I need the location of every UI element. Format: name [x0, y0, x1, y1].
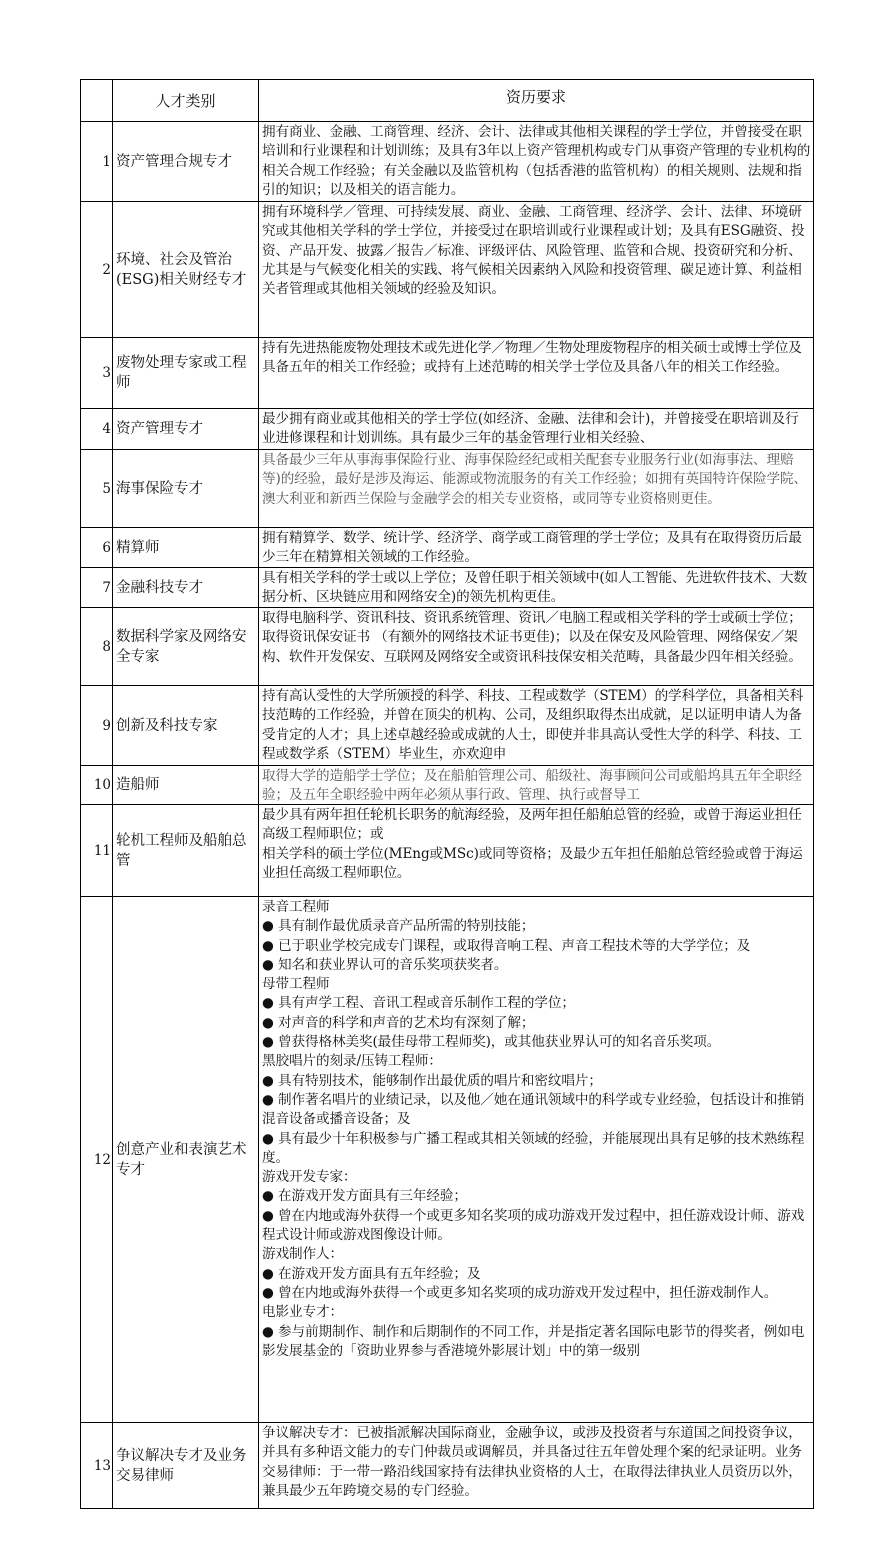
requirements-cell [259, 686, 814, 766]
row-number: 6 [81, 528, 113, 568]
row-number: 3 [81, 338, 113, 409]
requirement-line: ● 曾在内地或海外获得一个或更多知名奖项的成功游戏开发过程中，担任游戏设计师、游戏程式设计师或游戏图像设计师。 [262, 1207, 805, 1244]
talent-category: 资产管理专才 [113, 409, 259, 450]
talent-category: 资产管理合规专才 [113, 122, 259, 202]
table-row [81, 1423, 814, 1509]
requirement-line: ● 具有制作最优质录音产品所需的特别技能； [262, 918, 535, 935]
requirements-cell [259, 202, 814, 338]
row-number: 10 [81, 766, 113, 805]
requirement-line: 具有相关学科的学士或以上学位；及曾任职于相关领域中(如人工智能、先进软件技术、大数据分析、区块链应用和网络安全)的领先机构更佳。 [262, 570, 807, 606]
talent-category: 争议解决专才及业务交易律师 [113, 1423, 259, 1509]
table-row [81, 528, 814, 568]
requirement-line: 具备最少三年从事海事保险行业、海事保险经纪或相关配套专业服务行业(如海事法、理赔等)的经验，最好是涉及海运、能源或物流服务的有关工作经验；如拥有英国特许保险学院、澳大利亚和新西兰保险与金融学会的相关专业资格，或同等专业资格则更佳。 [262, 452, 807, 507]
row-number: 1 [81, 122, 113, 202]
row-number: 4 [81, 409, 113, 450]
talent-category: 造船师 [113, 766, 259, 805]
row-number: 9 [81, 686, 113, 766]
talent-category: 精算师 [113, 528, 259, 568]
requirements-text [262, 203, 811, 337]
table-row [81, 409, 814, 450]
requirement-line: 持有先进热能废物处理技术或先进化学／物理／生物处理废物程序的相关硕士或博士学位及具备五年的相关工作经验；或持有上述范畴的相关学士学位及具备八年的相关工作经验。 [262, 340, 802, 376]
requirement-line: ● 知名和获业界认可的音乐奖项获奖者。 [262, 956, 508, 973]
requirements-text [262, 123, 811, 201]
row-number: 13 [81, 1423, 113, 1509]
table-row [81, 766, 814, 805]
table-row [81, 450, 814, 528]
requirements-text [262, 339, 811, 408]
table-row [81, 338, 814, 409]
talent-category: 数据科学家及网络安全专家 [113, 608, 259, 686]
requirements-cell [259, 338, 814, 409]
talent-category: 环境、社会及管治(ESG)相关财经专才 [113, 202, 259, 338]
requirements-text [262, 569, 811, 607]
talent-category: 创新及科技专家 [113, 686, 259, 766]
row-number: 2 [81, 202, 113, 338]
row-number: 12 [81, 897, 113, 1423]
requirements-cell [259, 766, 814, 805]
requirement-line: 取得电脑科学、资讯科技、资讯系统管理、资讯／电脑工程或相关学科的学士或硕士学位；取得资讯保安证书 （有额外的网络技术证书更佳)；以及在保安及风险管理、网络保安／架构、软件开发保安、互联网及网络安全或资讯科技保安相关范畴，具备最少四年相关经验。 [262, 610, 802, 665]
requirements-text [262, 529, 811, 567]
requirement-line: ● 具有特别技术，能够制作出最优质的唱片和密纹唱片； [262, 1072, 602, 1089]
requirement-line: ● 曾在内地或海外获得一个或更多知名奖项的成功游戏开发过程中，担任游戏制作人。 [262, 1284, 778, 1301]
requirements-cell [259, 528, 814, 568]
requirement-line: 最少具有两年担任轮机长职务的航海经验，及两年担任船舶总管的经验，或曾于海运业担任高级工程师职位；或 [262, 807, 802, 843]
table-row [81, 568, 814, 608]
requirement-line: 拥有环境科学／管理、可持续发展、商业、金融、工商管理、经济学、会计、法律、环境研究或其他相关学科的学士学位，并接受过在职培训或行业课程或计划；及具有ESG融资、投资、产品开发、披露／报告／标准、评级评估、风险管理、监管和合规、投资研究和分析、尤其是与气候变化相关的实践、将气候相关因素纳入风险和投资管理、碳足迹计算、利益相关者管理或其他相关领域的经验及知识。 [262, 204, 805, 298]
talent-category: 创意产业和表演艺术专才 [113, 897, 259, 1423]
requirement-line: 拥有商业、金融、工商管理、经济、会计、法律或其他相关课程的学士学位，并曾接受在职培训和行业课程和计划训练；及具有3年以上资产管理机构或专门从事资产管理的专业机构的相关合规工作经验；有关金融以及监管机构（包括香港的监管机构）的相关规则、法规和指引的知识；以及相关的语言能力。 [262, 124, 811, 198]
requirements-cell [259, 568, 814, 608]
requirements-text [262, 767, 811, 804]
talent-list-table [80, 79, 814, 1509]
table-row [81, 202, 814, 338]
requirement-line: 最少拥有商业或其他相关的学士学位(如经济、金融、法律和会计)，并曾接受在职培训及行业进修课程和计划训练。具有最少三年的基金管理行业相关经验、 [262, 411, 799, 447]
requirement-line: ● 参与前期制作、制作和后期制作的不同工作，并是指定著名国际电影节的得奖者，例如电影发展基金的「资助业界参与香港境外影展计划」中的第一级别 [262, 1323, 805, 1359]
requirements-text [262, 410, 811, 449]
requirement-line: ● 制作著名唱片的业绩记录，以及他／她在通讯领域中的科学或专业经验，包括设计和推销混音设备或播音设备；及 [262, 1091, 805, 1128]
requirement-line: ● 在游戏开发方面具有五年经验；及 [262, 1265, 481, 1282]
requirements-text [262, 687, 811, 765]
requirement-line: ● 具有声学工程、音讯工程或音乐制作工程的学位； [262, 995, 575, 1012]
row-number: 5 [81, 450, 113, 528]
requirements-cell [259, 122, 814, 202]
requirements-text [262, 1424, 811, 1508]
table-row [81, 805, 814, 897]
requirement-line: 游戏开发专家： [262, 1169, 357, 1186]
requirements-cell [259, 409, 814, 450]
requirement-line: 游戏制作人： [262, 1246, 343, 1263]
talent-category: 轮机工程师及船舶总管 [113, 805, 259, 897]
table-row [81, 122, 814, 202]
requirement-line: ● 已于职业学校完成专门课程，或取得音响工程、声音工程技术等的大学学位；及 [262, 937, 751, 954]
requirements-cell [259, 897, 814, 1423]
header-requirements: 资历要求 [259, 80, 814, 122]
requirement-line: 黑胶唱片的刻录/压铸工程师： [262, 1053, 442, 1070]
requirement-line: 相关学科的硕士学位(MEng或MSc)或同等资格；及最少五年担任船舶总管经验或曾于海运业担任高级工程师职位。 [262, 845, 803, 881]
header-row [81, 80, 814, 122]
requirements-cell [259, 805, 814, 897]
requirements-text [262, 898, 811, 1422]
requirement-line: ● 对声音的科学和声音的艺术均有深刻了解； [262, 1014, 535, 1031]
requirement-line: 电影业专才： [262, 1304, 343, 1321]
requirements-cell [259, 450, 814, 528]
row-number: 7 [81, 568, 113, 608]
table-row [81, 686, 814, 766]
talent-category: 金融科技专才 [113, 568, 259, 608]
requirement-line: 取得大学的造船学士学位；及在船舶管理公司、船级社、海事顾问公司或船坞具五年全职经验；及五年全职经验中两年必须从事行政、管理、执行或督导工 [262, 768, 802, 804]
requirements-text [262, 609, 811, 685]
table-row [81, 897, 814, 1423]
requirement-line: ● 具有最少十年积极参与广播工程或其相关领域的经验，并能展现出具有足够的技术熟练程度。 [262, 1130, 805, 1166]
header-number [81, 80, 113, 122]
row-number: 8 [81, 608, 113, 686]
talent-category: 废物处理专家或工程师 [113, 338, 259, 409]
requirement-line: 持有高认受性的大学所颁授的科学、科技、工程或数学（STEM）的学科学位，具备相关科技范畴的工作经验，并曾在顶尖的机构、公司，及组织取得杰出成就，足以证明申请人为备受肯定的人才；具上述卓越经验或成就的人士，即使并非具高认受性大学的科学、科技、工程或数学系（STEM）毕业生，亦欢迎申 [262, 688, 804, 762]
requirement-line: 母带工程师 [262, 976, 330, 993]
requirements-cell [259, 1423, 814, 1509]
requirement-line: ● 在游戏开发方面具有三年经验； [262, 1188, 467, 1205]
table-row [81, 608, 814, 686]
requirement-line: 争议解决专才：已被指派解决国际商业，金融争议，或涉及投资者与东道国之间投资争议，并具有多种语文能力的专门仲裁员或调解员，并具备过往五年曾处理个案的纪录证明。业务交易律师：于一带一路沿线国家持有法律执业资格的人士，在取得法律执业人员资历以外，兼具最少五年跨境交易的专门经验。 [262, 1425, 802, 1499]
requirements-text [262, 451, 811, 527]
row-number: 11 [81, 805, 113, 897]
requirements-cell [259, 608, 814, 686]
requirements-text [262, 806, 811, 896]
requirement-line: 拥有精算学、数学、统计学、经济学、商学或工商管理的学士学位；及具有在取得资历后最少三年在精算相关领域的工作经验。 [262, 530, 802, 566]
table-body [81, 122, 814, 1509]
requirement-line: ● 曾获得格林美奖(最佳母带工程师奖)，或其他获业界认可的知名音乐奖项。 [262, 1034, 721, 1051]
header-category: 人才类别 [113, 80, 259, 122]
talent-category: 海事保险专才 [113, 450, 259, 528]
requirement-line: 录音工程师 [262, 899, 330, 915]
